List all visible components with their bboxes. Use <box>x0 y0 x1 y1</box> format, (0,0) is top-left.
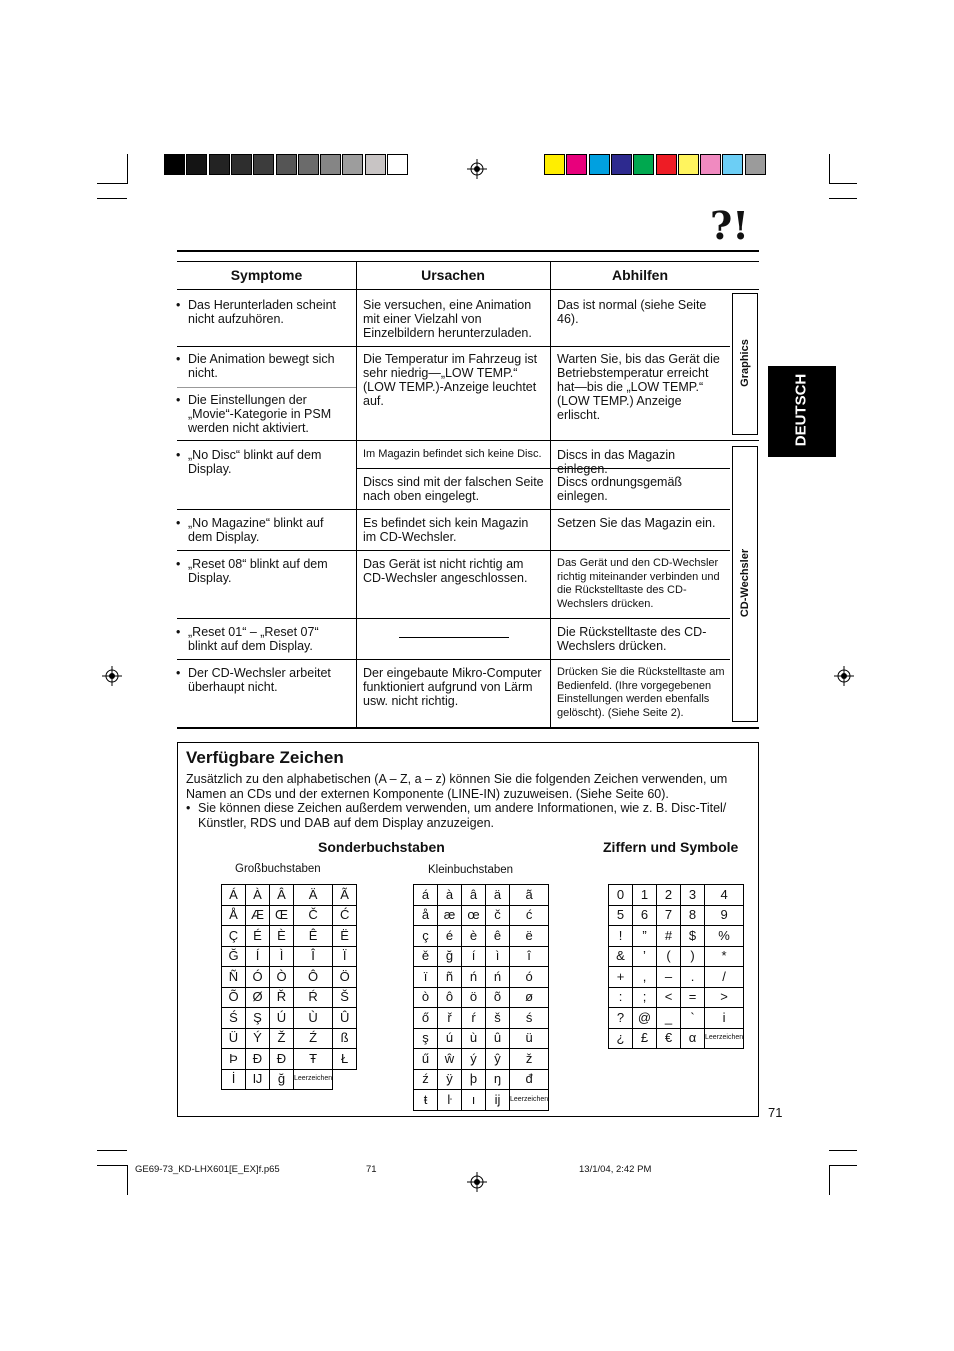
character-cell: ä <box>486 885 510 906</box>
character-cell: Ê <box>294 926 333 947</box>
character-cell: Leerzeichen <box>294 1069 333 1090</box>
character-cell: ŋ <box>486 1069 510 1090</box>
character-cell: Ĳ <box>246 1069 270 1090</box>
grid-row <box>609 967 744 988</box>
lowercase-grid <box>413 884 549 1111</box>
character-cell: : <box>609 987 633 1008</box>
character-cell: Ć <box>333 905 357 926</box>
registration-mark-icon <box>102 666 122 686</box>
row-divider <box>177 550 730 551</box>
table-cell-cause: Sie versuchen, eine Animation mit einer Vielzahl von Einzelbildern herunterzuladen. <box>363 298 532 340</box>
character-cell: 2 <box>657 885 681 906</box>
character-cell: Ú <box>270 1008 294 1029</box>
character-cell: œ <box>462 905 486 926</box>
table-cell-symptom: • „Reset 08“ blinkt auf dem Display. <box>188 557 348 585</box>
character-cell: Â <box>270 885 294 906</box>
character-cell: đ <box>510 1069 549 1090</box>
character-cell: ć <box>510 905 549 926</box>
numbers-grid <box>608 884 744 1049</box>
table-cell-symptom: • „No Magazine“ blinkt auf dem Display. <box>188 516 348 544</box>
row-divider <box>177 440 759 441</box>
color-swatch <box>365 154 386 175</box>
grid-row <box>222 905 357 926</box>
character-cell: č <box>486 905 510 926</box>
character-cell: ś <box>510 1008 549 1029</box>
table-cell-cause: Es befindet sich kein Magazin im CD-Wechsler. <box>363 516 529 544</box>
character-cell: 6 <box>633 905 657 926</box>
character-cell: ö <box>462 987 486 1008</box>
character-cell: Ð <box>246 1049 270 1070</box>
character-cell: € <box>657 1028 681 1049</box>
color-swatch <box>700 154 721 175</box>
row-divider <box>177 618 730 619</box>
character-cell: ú <box>438 1028 462 1049</box>
character-cell: ì <box>486 946 510 967</box>
grid-row <box>414 1008 549 1029</box>
character-cell: ; <box>633 987 657 1008</box>
character-cell: Ž <box>270 1028 294 1049</box>
grid-row <box>222 987 357 1008</box>
character-cell: à <box>438 885 462 906</box>
character-cell: ş <box>414 1028 438 1049</box>
character-cell: 7 <box>657 905 681 926</box>
character-cell: Š <box>333 987 357 1008</box>
color-swatch <box>231 154 252 175</box>
character-cell: ü <box>510 1028 549 1049</box>
crop-mark <box>829 183 857 184</box>
character-cell: ¿ <box>609 1028 633 1049</box>
character-cell: Ź <box>294 1028 333 1049</box>
header-symptome: Symptome <box>230 267 303 283</box>
character-cell: ë <box>510 926 549 947</box>
grid-row <box>609 905 744 926</box>
character-cell: í <box>462 946 486 967</box>
character-cell: Ç <box>222 926 246 947</box>
character-cell: ő <box>414 1008 438 1029</box>
character-cell: ó <box>510 967 549 988</box>
color-swatch <box>276 154 297 175</box>
character-cell: æ <box>438 905 462 926</box>
grid-row <box>414 926 549 947</box>
color-swatch <box>611 154 632 175</box>
character-cell: Å <box>222 905 246 926</box>
character-cell: ’ <box>633 946 657 967</box>
grid-row <box>414 885 549 906</box>
character-cell: õ <box>486 987 510 1008</box>
crop-mark <box>97 1165 127 1166</box>
character-cell: Leerzeichen <box>705 1028 744 1049</box>
character-cell: ŵ <box>438 1049 462 1070</box>
character-cell: ï <box>414 967 438 988</box>
character-cell: ù <box>462 1028 486 1049</box>
character-cell: Ł <box>333 1049 357 1070</box>
table-cell-remedy: Warten Sie, bis das Gerät die Betriebstemperatur erreicht hat—bis die „LOW TEMP.“ (LOW TEMP.) Anzeige erlischt. <box>557 352 720 422</box>
table-cell-symptom: • „Reset 01“ – „Reset 07“ blinkt auf dem Display. <box>188 625 348 653</box>
group-label-graphics: Graphics <box>739 339 751 387</box>
grid-row <box>609 926 744 947</box>
bullet-icon: • <box>186 801 191 815</box>
color-swatch <box>745 154 766 175</box>
crop-mark <box>829 1150 857 1151</box>
table-cell-remedy: Discs in das Magazin einlegen. <box>557 448 676 476</box>
registration-mark-icon <box>467 159 487 179</box>
character-cell: = <box>681 987 705 1008</box>
character-cell: ø <box>510 987 549 1008</box>
character-cell: À <box>246 885 270 906</box>
character-cell: ŕ <box>462 1008 486 1029</box>
character-cell: ğ <box>438 946 462 967</box>
character-cell: ê <box>486 926 510 947</box>
crop-mark <box>829 1165 830 1195</box>
table-cell-remedy: Discs ordnungsgemäß einlegen. <box>557 475 683 503</box>
character-cell: ğ <box>270 1069 294 1090</box>
character-cell: Ô <box>294 967 333 988</box>
crop-mark <box>829 198 857 199</box>
character-cell: 8 <box>681 905 705 926</box>
character-cell: Œ <box>270 905 294 926</box>
character-cell: Õ <box>222 987 246 1008</box>
character-cell: Þ <box>222 1049 246 1070</box>
character-cell: ã <box>510 885 549 906</box>
footer-file: GE69-73_KD-LHX601[E_EX]f.p65 <box>135 1164 280 1175</box>
character-cell: ŧ <box>414 1090 438 1111</box>
character-cell: ř <box>438 1008 462 1029</box>
grid-row <box>609 885 744 906</box>
character-cell: ò <box>414 987 438 1008</box>
character-cell: * <box>705 946 744 967</box>
color-swatch <box>678 154 699 175</box>
color-swatch <box>722 154 743 175</box>
language-tab <box>768 366 836 457</box>
group-label-cd: CD-Wechsler <box>739 548 751 618</box>
grid-row <box>222 946 357 967</box>
character-cell: Ó <box>246 967 270 988</box>
grid-row <box>609 946 744 967</box>
empty-cause-line <box>399 637 509 638</box>
character-cell: ç <box>414 926 438 947</box>
row-divider <box>177 387 356 388</box>
row-divider <box>177 509 730 510</box>
character-cell: İ <box>222 1069 246 1090</box>
character-cell: – <box>657 967 681 988</box>
table-border <box>177 261 759 262</box>
character-cell: Ř <box>270 987 294 1008</box>
table-cell-symptom: • Das Herunterladen scheint nicht aufzuhören. <box>188 298 348 326</box>
table-cell-remedy: Die Rückstelltaste des CD-Wechslers drücken. <box>557 625 707 653</box>
crop-mark <box>127 154 128 184</box>
table-cell-symptom: • Die Einstellungen der „Movie“-Kategorie in PSM werden nicht aktiviert. <box>188 393 348 435</box>
table-border <box>177 289 759 290</box>
character-cell: Ş <box>246 1008 270 1029</box>
table-border <box>177 727 759 729</box>
grid-row <box>222 967 357 988</box>
character-cell: Ï <box>333 946 357 967</box>
character-cell: î <box>510 946 549 967</box>
character-cell: ñ <box>438 967 462 988</box>
character-cell: ` <box>681 1008 705 1029</box>
grid-row <box>414 905 549 926</box>
character-cell: 5 <box>609 905 633 926</box>
character-cell: ) <box>681 946 705 967</box>
grid-row <box>222 1049 357 1070</box>
grid-row <box>609 1028 744 1049</box>
character-cell: Ü <box>222 1028 246 1049</box>
character-cell: . <box>681 967 705 988</box>
footer-page: 71 <box>366 1164 377 1175</box>
character-cell: > <box>705 987 744 1008</box>
table-cell-cause: Das Gerät ist nicht richtig am CD-Wechsler angeschlossen. <box>363 557 528 585</box>
character-cell: Ò <box>270 967 294 988</box>
numbers-title: Ziffern und Symbole <box>603 839 739 855</box>
grid-row <box>222 1008 357 1029</box>
character-cell: Î <box>294 946 333 967</box>
color-swatch <box>544 154 565 175</box>
character-cell: É <box>246 926 270 947</box>
grid-row <box>609 1008 744 1029</box>
table-cell-remedy: Das Gerät und den CD-Wechsler richtig miteinander verbinden und die Rückstelltaste des CD-Wechslers drücken. <box>557 557 720 610</box>
crop-mark <box>127 1165 128 1195</box>
character-cell: ÿ <box>438 1069 462 1090</box>
table-cell-cause: Die Temperatur im Fahrzeug ist sehr niedrig—„LOW TEMP.“ (LOW TEMP.)-Anzeige leuchtet auf. <box>363 352 538 408</box>
character-cell: ě <box>414 946 438 967</box>
character-cell: Ñ <box>222 967 246 988</box>
character-cell: ” <box>633 926 657 947</box>
character-cell: % <box>705 926 744 947</box>
column-divider <box>550 261 551 728</box>
character-cell: Đ <box>270 1049 294 1070</box>
character-cell: Í <box>246 946 270 967</box>
character-cell: 4 <box>705 885 744 906</box>
color-swatch <box>186 154 207 175</box>
lower-label: Kleinbuchstaben <box>428 864 514 876</box>
color-swatch <box>387 154 408 175</box>
grid-row <box>414 967 549 988</box>
character-cell: Ù <box>294 1008 333 1029</box>
character-cell: é <box>438 926 462 947</box>
character-cell: Á <box>222 885 246 906</box>
troubleshooting-icon: ?! <box>710 203 749 248</box>
grid-row <box>222 885 357 906</box>
character-cell: _ <box>657 1008 681 1029</box>
character-cell: < <box>657 987 681 1008</box>
grid-row <box>414 1090 549 1111</box>
grid-row <box>222 926 357 947</box>
character-cell: þ <box>462 1069 486 1090</box>
special-title: Sonderbuchstaben <box>318 839 445 855</box>
character-cell: ! <box>609 926 633 947</box>
character-cell: ý <box>462 1049 486 1070</box>
character-cell: ŀ <box>438 1090 462 1111</box>
grid-row <box>414 1049 549 1070</box>
character-cell: Leerzeichen <box>510 1090 549 1111</box>
character-cell: ĳ <box>486 1090 510 1111</box>
grid-row <box>414 1028 549 1049</box>
character-cell: Ś <box>222 1008 246 1029</box>
color-swatch <box>589 154 610 175</box>
character-cell: ( <box>657 946 681 967</box>
color-swatch <box>209 154 230 175</box>
top-rule <box>177 250 759 252</box>
character-cell: Ø <box>246 987 270 1008</box>
character-cell: Ë <box>333 926 357 947</box>
color-swatch <box>253 154 274 175</box>
upper-label: Großbuchstaben <box>235 863 321 875</box>
character-cell: 1 <box>633 885 657 906</box>
character-cell: ž <box>510 1049 549 1070</box>
crop-mark <box>97 198 127 199</box>
color-swatch <box>320 154 341 175</box>
character-cell: Ŕ <box>294 987 333 1008</box>
color-swatch <box>633 154 654 175</box>
character-cell: š <box>486 1008 510 1029</box>
character-cell: / <box>705 967 744 988</box>
table-cell-symptom: • „No Disc“ blinkt auf dem Display. <box>188 448 348 476</box>
grid-row <box>609 987 744 1008</box>
character-cell: û <box>486 1028 510 1049</box>
character-cell: i <box>705 1008 744 1029</box>
character-cell: ń <box>462 967 486 988</box>
color-swatch <box>656 154 677 175</box>
character-cell: ß <box>333 1028 357 1049</box>
table-cell-cause: Im Magazin befindet sich keine Disc. <box>363 448 542 460</box>
row-divider <box>177 659 730 660</box>
character-cell: α <box>681 1028 705 1049</box>
character-cell: Ä <box>294 885 333 906</box>
color-swatch <box>566 154 587 175</box>
character-cell: 9 <box>705 905 744 926</box>
character-cell: ń <box>486 967 510 988</box>
uppercase-grid <box>221 884 357 1090</box>
table-cell-remedy: Drücken Sie die Rückstelltaste am Bedienfeld. (Ihre vorgegebenen Einstellungen werden ebenfalls gelöscht). (Siehe Seite 2). <box>557 666 725 719</box>
table-cell-remedy: Setzen Sie das Magazin ein. <box>557 516 716 530</box>
table-cell-cause: Der eingebaute Mikro-Computer funktioniert aufgrund von Lärm usw. nicht richtig. <box>363 666 542 708</box>
character-cell: â <box>462 885 486 906</box>
section-bullet: Sie können diese Zeichen außerdem verwenden, um andere Informationen, wie z. B. Disc-Titel/ Künstler, RDS und DAB auf dem Display anzuzeigen. <box>198 801 727 830</box>
grid-row <box>414 987 549 1008</box>
header-abhilfen: Abhilfen <box>612 267 668 283</box>
page-number: 71 <box>768 1105 783 1120</box>
character-cell: Æ <box>246 905 270 926</box>
character-cell: Ã <box>333 885 357 906</box>
character-cell: # <box>657 926 681 947</box>
section-title: Verfügbare Zeichen <box>186 748 344 767</box>
character-cell: Û <box>333 1008 357 1029</box>
crop-mark <box>97 183 127 184</box>
character-cell: È <box>270 926 294 947</box>
character-cell: Ì <box>270 946 294 967</box>
crop-mark <box>829 154 830 184</box>
grid-row <box>414 946 549 967</box>
character-cell: è <box>462 926 486 947</box>
footer-date: 13/1/04, 2:42 PM <box>579 1164 652 1175</box>
character-cell: Ý <box>246 1028 270 1049</box>
character-cell: ? <box>609 1008 633 1029</box>
character-cell: , <box>633 967 657 988</box>
character-cell: Ŧ <box>294 1049 333 1070</box>
character-cell: £ <box>633 1028 657 1049</box>
table-cell-symptom: • Die Animation bewegt sich nicht. <box>188 352 348 380</box>
grid-row <box>222 1028 357 1049</box>
character-cell: Č <box>294 905 333 926</box>
color-swatch <box>164 154 185 175</box>
color-swatch <box>342 154 363 175</box>
character-cell: $ <box>681 926 705 947</box>
character-cell: å <box>414 905 438 926</box>
grid-row <box>414 1069 549 1090</box>
header-ursachen: Ursachen <box>421 267 485 283</box>
character-cell: 3 <box>681 885 705 906</box>
registration-mark-icon <box>834 666 854 686</box>
character-cell: ô <box>438 987 462 1008</box>
character-cell: ŷ <box>486 1049 510 1070</box>
character-cell: 0 <box>609 885 633 906</box>
color-swatch <box>298 154 319 175</box>
table-cell-cause: Discs sind mit der falschen Seite nach oben eingelegt. <box>363 475 544 503</box>
character-cell: ű <box>414 1049 438 1070</box>
registration-mark-icon <box>467 1172 487 1192</box>
character-cell: & <box>609 946 633 967</box>
language-tab-label: DEUTSCH <box>792 373 810 447</box>
character-cell: + <box>609 967 633 988</box>
character-cell: @ <box>633 1008 657 1029</box>
section-intro: Zusätzlich zu den alphabetischen (A – Z, a – z) können Sie die folgenden Zeichen verwenden, um Namen an CDs und der externen Komponente (LINE-IN) zuzuweisen. (Siehe Seite 60). <box>186 772 728 801</box>
crop-mark <box>97 1150 127 1151</box>
character-cell: ı <box>462 1090 486 1111</box>
column-divider <box>356 261 357 728</box>
crop-mark <box>829 1165 857 1166</box>
character-cell: á <box>414 885 438 906</box>
row-divider <box>177 346 730 347</box>
table-cell-symptom: • Der CD-Wechsler arbeitet überhaupt nicht. <box>188 666 348 694</box>
table-cell-remedy: Das ist normal (siehe Seite 46). <box>557 298 707 326</box>
character-cell: Ö <box>333 967 357 988</box>
character-cell: Ğ <box>222 946 246 967</box>
character-cell: ź <box>414 1069 438 1090</box>
grid-row <box>222 1069 357 1090</box>
